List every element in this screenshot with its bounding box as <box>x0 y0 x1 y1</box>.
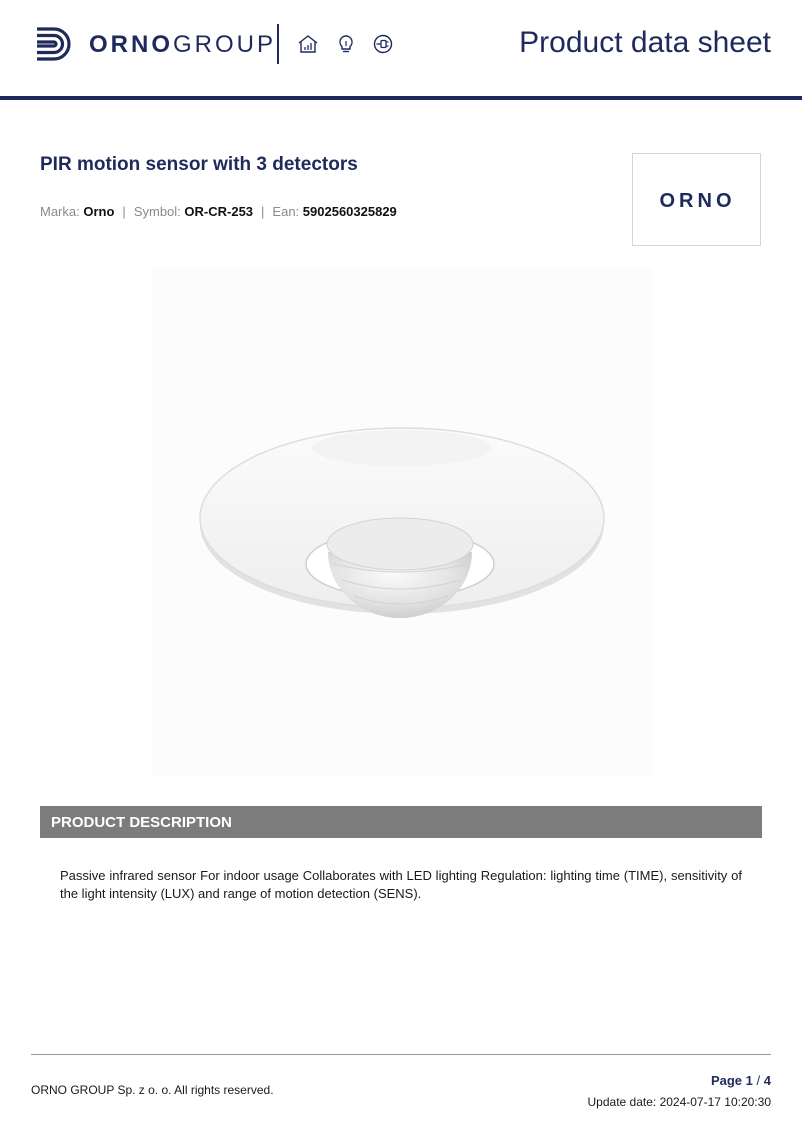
page-total: 4 <box>763 1073 771 1088</box>
page-separator: / <box>756 1073 761 1088</box>
product-title: PIR motion sensor with 3 detectors <box>40 154 358 175</box>
page-number <box>711 1073 771 1088</box>
orno-logo-icon <box>33 23 75 65</box>
product-image <box>152 268 652 776</box>
logo-light-text: GROUP <box>173 31 277 58</box>
symbol-value: OR-CR-253 <box>184 204 254 219</box>
product-description: Passive infrared sensor For indoor usage Collaborates with LED lighting Regulation: lighting time (TIME), sensitivity of the light intensity (LUX) and range of motion detection (SENS). <box>60 868 742 901</box>
plug-icon <box>372 33 394 55</box>
header-rule <box>0 96 802 100</box>
section-heading: PRODUCT DESCRIPTION <box>51 814 232 831</box>
update-label: Update date: <box>587 1095 657 1109</box>
smart-home-icon <box>297 33 319 55</box>
page-header <box>0 0 802 100</box>
page-label: Page <box>710 1073 743 1088</box>
page-current: 1 <box>745 1073 753 1088</box>
brand-label: Marka: <box>40 204 80 219</box>
symbol-label: Symbol: <box>133 204 181 219</box>
brand-value: Orno <box>83 204 115 219</box>
ean-label: Ean: <box>272 204 300 219</box>
brand-logo: ORNO <box>659 190 736 212</box>
description-section-header <box>40 806 762 838</box>
ean-value: 5902560325829 <box>302 204 397 219</box>
company-logo-text <box>89 31 276 59</box>
copyright-text: ORNO GROUP Sp. z o. o. All rights reserved. <box>31 1083 274 1097</box>
brand-logo-box <box>632 153 761 246</box>
logo-bold-text: ORNO <box>89 31 173 58</box>
meta-separator: | <box>122 204 126 219</box>
meta-separator: | <box>261 204 265 219</box>
update-date <box>588 1095 772 1109</box>
logo-divider <box>277 24 279 64</box>
light-bulb-icon <box>335 33 357 55</box>
update-value: 2024-07-17 10:20:30 <box>659 1095 771 1109</box>
product-meta <box>40 204 397 219</box>
sheet-title: Product data sheet <box>519 26 771 59</box>
motion-sensor-illustration <box>152 268 652 776</box>
footer-rule <box>31 1054 771 1055</box>
